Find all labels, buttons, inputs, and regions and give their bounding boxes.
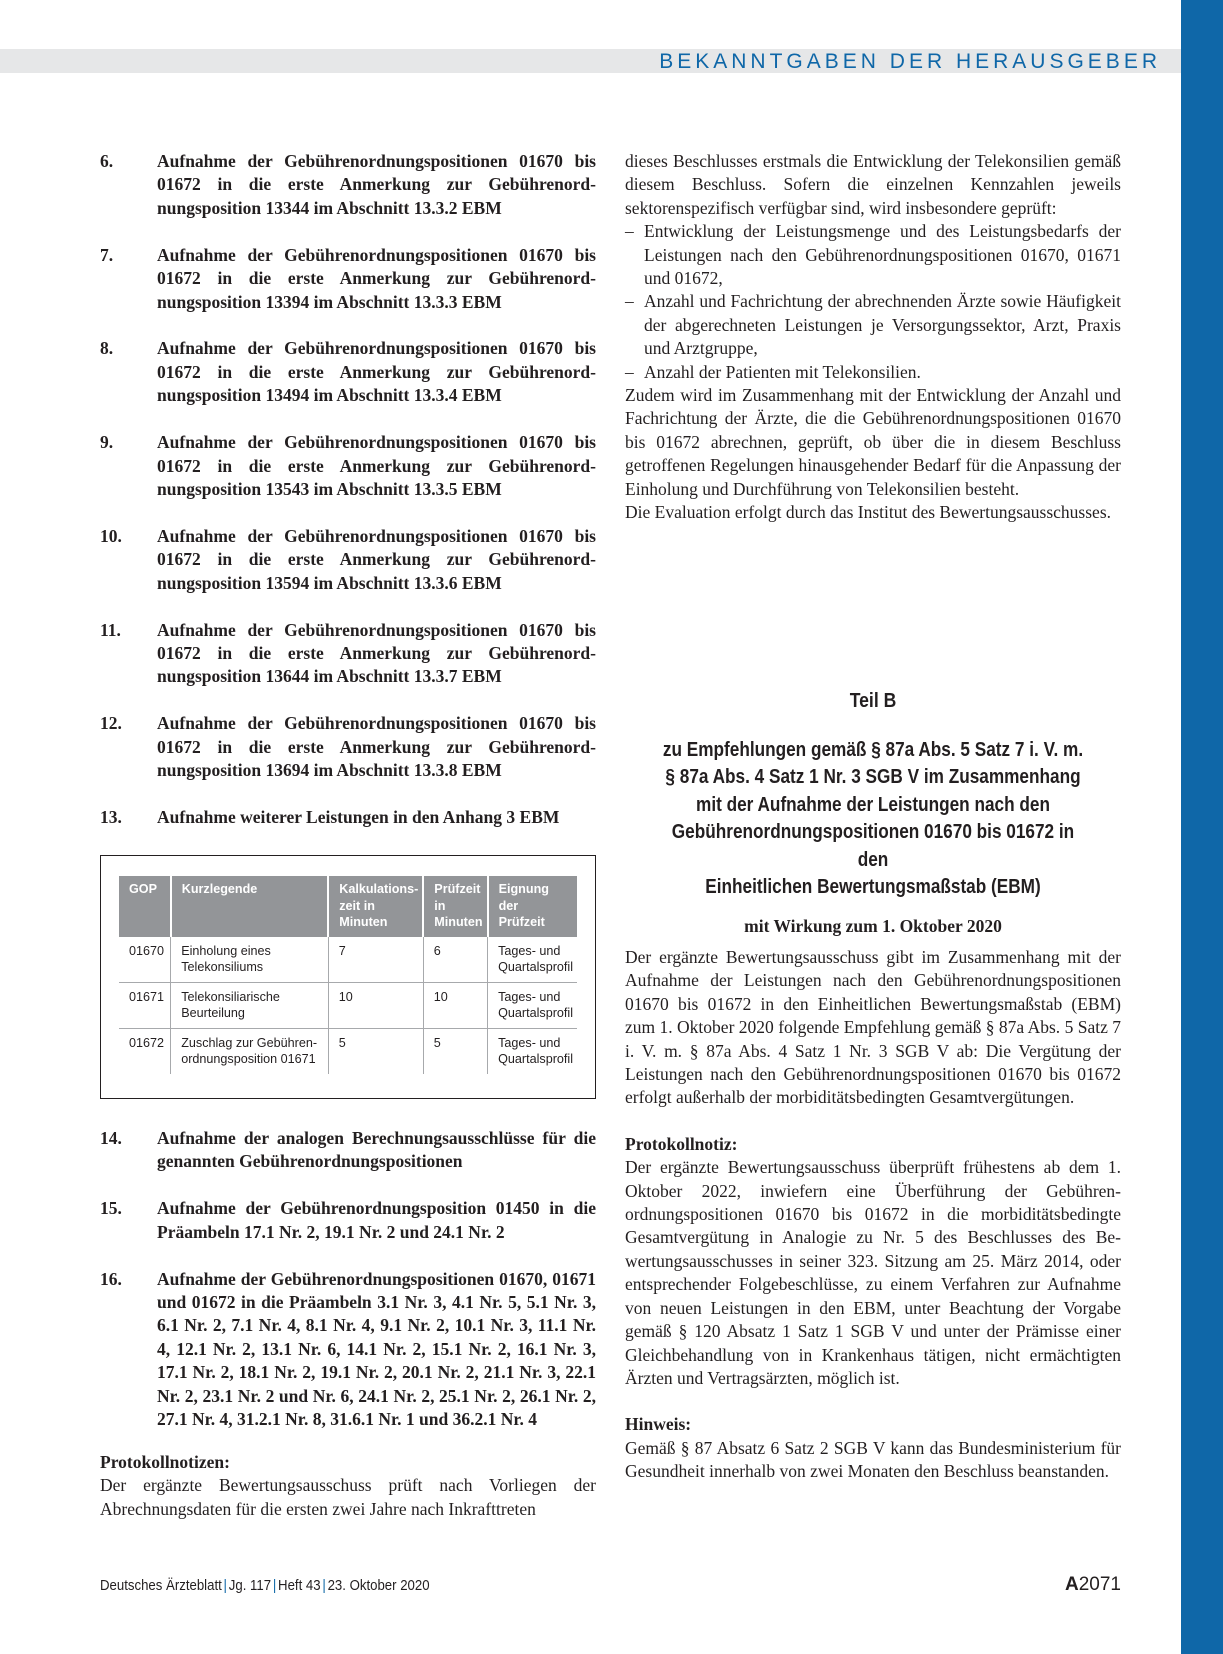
bullet-text: Anzahl und Fachrichtung der abrechnenden Ärzte sowie Häufigkeit der abgerechneten Leistungen je Versorgungssektor, Arzt, Praxis und Arztgruppe, [644,291,1121,359]
table-cell: 10 [423,982,487,1028]
bullet-item [625,220,1121,290]
list-item-text: Aufnahme der analogen Berechnungsausschlüsse für die genannten Gebührenordnungspositionen [157,1127,596,1172]
numbered-list-bottom [100,1127,596,1431]
bullet-item [625,361,1121,384]
list-item-number: 12. [100,713,122,734]
list-item-text: Aufnahme der Gebührenordnungspositionen 01670 bis 01672 in die erste Anmerkung zur Gebührenordnungsposition 13394 im Abschnitt 13.3.3 EBM [157,244,596,312]
table-cell: Tages- und Quartalsprofil [488,1028,577,1074]
table-cell: 6 [423,937,487,983]
bullet-item [625,290,1121,360]
list-item-text: Aufnahme der Gebührenordnungspositionen 01670 bis 01672 in die erste Anmerkung zur Gebührenordnungsposition 13694 im Abschnitt 13.3.8 EBM [157,713,596,781]
list-item [100,244,596,314]
dash-marker: – [625,361,634,382]
list-item-text: Aufnahme der Gebührenordnungspositionen 01670 bis 01672 in die erste Anmerkung zur Gebührenordnungsposition 13543 im Abschnitt 13.3.5 EBM [157,432,596,499]
protokollnotizen-heading: Protokollnotizen: [100,1451,230,1472]
list-item [100,525,596,595]
journal-name: Deutsches Ärzteblatt [100,1577,222,1594]
list-item [100,1268,596,1432]
table-header-cell: Prüfzeit in Minuten [423,876,487,937]
bullet-text: Entwicklung der Leistungsmenge und des Leistungsbedarfs der Leistungen nach den Gebührenordnungspositionen 01670, 01671 und 01672, [644,221,1121,289]
list-item-number: 16. [100,1268,122,1289]
list-item-number: 13. [100,807,122,828]
page-prefix: A [1064,1574,1079,1595]
list-item [100,337,596,407]
list-item-text: Aufnahme der Gebührenordnungspositionen 01670 bis 01672 in die erste Anmerkung zur Gebührenordnungsposition 13594 im Abschnitt 13.3.6 EBM [157,525,596,593]
dash-marker: – [625,291,634,312]
journal-citation [100,1577,430,1594]
list-item-text: Aufnahme der Gebührenordnungspositionen 01670 bis 01672 in die erste Anmerkung zur Gebührenordnungsposition 13644 im Abschnitt 13.3.7 EBM [157,619,596,687]
separator-bar: | [223,1577,227,1594]
teil-b-subtitle-line: mit der Aufnahme der Leistungen nach den [696,793,1050,816]
journal-date: 23. Oktober 2020 [327,1577,430,1594]
list-item-text: Aufnahme der Gebührenordnungspositionen 01670 bis 01672 in die erste Anmerkung zur Gebührenordnungsposition 13344 im Abschnitt 13.3.2 EBM [157,151,596,218]
table-cell: 01671 [119,982,171,1028]
table-cell: 5 [423,1028,487,1074]
table-cell: Telekonsiliarische Beurteilung [171,982,329,1028]
teil-b-subtitle [660,737,1087,901]
protokollnotizen-text: Der ergänzte Bewertungsausschuss prüft nach Vorliegen der Abrechnungsdaten für die ersten zwei Jahre nach Inkrafttreten [100,1475,596,1519]
journal-issue: Heft 43 [278,1577,321,1594]
table-cell: 01670 [119,937,171,983]
table-cell: 10 [328,982,423,1028]
list-item-number: 14. [100,1127,122,1148]
table-cell: Einholung eines Telekonsiliums [171,937,329,983]
page-footer [100,1574,1121,1598]
list-item [100,712,596,782]
list-item [100,806,596,829]
teil-b-subtitle-line: Einheitlichen Bewertungsmaßstab (EBM) [705,876,1041,899]
table-cell: 7 [328,937,423,983]
table-row [119,982,577,1028]
table-cell: 5 [328,1028,423,1074]
table-body [119,937,577,1074]
hinweis-heading: Hinweis: [625,1414,692,1435]
accent-sidebar [1181,0,1223,1654]
protokollnotiz-heading: Protokollnotiz: [625,1133,738,1154]
list-item-text: Aufnahme der Gebührenordnungsposition 01450 in die Präambeln 17.1 Nr. 2, 19.1 Nr. 2 und 24.1 Nr. 2 [157,1198,596,1242]
gop-table [119,876,577,1074]
separator-bar: | [272,1577,277,1594]
table-header-row [119,876,577,937]
table-cell: 01672 [129,1035,165,1050]
section-heading: BEKANNTGABEN DER HERAUSGEBER [659,50,1161,73]
recommendation-paragraph: Der ergänzte Bewertungsausschuss gibt im Zusammenhang mit der Aufnahme der Leistungen nach den Gebührenordnungspositionen 01670 bis 01672 in den Einheitlichen Bewertungsmaßstab (EBM) zum 1. Oktober 2020 folgende Empfehlung gemäß § 87a Abs. 5 Satz 7 i. V. m. § 87a Abs. 4 Satz 1 Nr. 3 SGB V ab: Die Vergütung der Leistungen nach den Gebührenordnungspositionen 01670 bis 01672 erfolgt außerhalb der morbiditätsbedingten Gesamtvergütungen. [625,947,1121,1108]
list-item [100,150,596,220]
table-header-cell: Kalkulations- zeit in Minuten [328,876,423,937]
dash-marker: – [625,221,634,242]
table-header-cell: Kurzlegende [171,876,329,937]
evaluation-criteria-list [625,220,1121,384]
paragraph-zudem: Zudem wird im Zusammenhang mit der Entwicklung der Anzahl und Fachrichtung der Ärzte, die die Gebührenordnungspositionen 01670 bis 01672 abrechnen, geprüft, ob über die in diesem Beschluss getroffenen Regelungen hinausgehender Bedarf für die Anpassung der Einholung und Durchführung von Telekonsilien besteht. [625,385,1121,499]
list-item-number: 6. [100,151,114,171]
journal-volume: Jg. 117 [228,1577,272,1594]
hinweis-text: Gemäß § 87 Absatz 6 Satz 2 SGB V kann das Bundesministerium für Gesundheit innerhalb von zwei Monaten den Beschluss beanstanden. [625,1437,1121,1482]
list-item-number: 15. [100,1198,122,1219]
right-column-upper [625,150,1121,525]
evaluation-intro: dieses Beschlusses erstmals die Entwicklung der Telekonsilien gemäß diesem Beschluss. Sofern die einzelnen Kennzahlen jeweils sektorenspezifisch verfügbar sind, wird insbesondere geprüft: [625,151,1121,218]
list-item [100,1197,596,1244]
teil-b-title: Teil B [849,690,897,712]
list-item [100,431,596,501]
list-item-text: Aufnahme der Gebührenordnungspositionen 01670 bis 01672 in die erste Anmerkung zur Gebührenordnungsposition 13494 im Abschnitt 13.3.4 EBM [157,338,596,406]
left-column [100,150,596,1521]
separator-bar: | [322,1577,326,1594]
list-item-number: 7. [100,244,114,265]
teil-b-subtitle-line: zu Empfehlungen gemäß § 87a Abs. 5 Satz 7 i. V. m. [662,739,1084,761]
teil-b-heading-block [625,688,1121,939]
table-row [119,1028,577,1074]
table-cell: Zuschlag zur Gebühren- ordnungsposition 01671 [171,1028,329,1074]
table-cell: Tages- und Quartalsprofil [488,982,577,1028]
list-item-text: Aufnahme der Gebührenordnungspositionen 01670, 01671 und 01672 in die Präambeln 3.1 Nr. 3, 4.1 Nr. 5, 5.1 Nr. 3, 6.1 Nr. 2, 7.1 Nr. 4, 8.1 Nr. 4, 9.1 Nr. 2, 10.1 Nr. 3, 11.1 Nr. 4, 12.1 Nr. 2, 13.1 Nr. 6, 14.1 Nr. 2, 15.1 Nr. 2, 16.1 Nr. 3, 17.1 Nr. 2, 18.1 Nr. 2, 19.1 Nr. 2, 20.1 Nr. 2, 21.1 Nr. 3, 22.1 Nr. 2, 23.1 Nr. 2 und Nr. 6, 24.1 Nr. 2, 25.1 Nr. 2, 26.1 Nr. 2, 27.1 Nr. 4, 31.2.1 Nr. 8, 31.6.1 Nr. 1 und 36.2.1 Nr. 4 [157,1268,596,1429]
teil-b-effective-date: mit Wirkung zum 1. Oktober 2020 [744,916,1002,937]
table-row [119,937,577,983]
protokollnotiz-text: Der ergänzte Bewertungsausschuss überprüft frühestens ab dem 1. Oktober 2022, inwiefern eine Überführung der Gebührenordnungspositionen 01670 bis 01672 in die morbiditätsbedingte Gesamtvergütung in Analogie zu Nr. 5 des Beschlusses des Bewertungsausschusses in seiner 323. Sitzung am 25. März 2014, oder entsprechender Folgebeschlüsse, zu einem Verfahren zur Aufnahme von neuen Leistungen in den EBM, unter Beachtung der Vorgabe gemäß § 120 Absatz 1 Satz 1 SGB V und unter der Prämisse einer Gleichbehandlung von in Krankenhaus tätigen, nicht ermächtigten Ärzten und Vertragsärzten, möglich ist. [625,1157,1121,1388]
list-item-number: 11. [100,619,121,640]
list-item-number: 8. [100,338,114,359]
page-number-value: 2071 [1078,1574,1121,1595]
list-item [100,1127,596,1174]
paragraph-evaluation: Die Evaluation erfolgt durch das Institut des Bewertungsausschusses. [625,502,1112,523]
table-header-cell: Eignung der Prüfzeit [488,876,577,937]
bullet-text: Anzahl der Patienten mit Telekonsilien. [644,361,921,382]
list-item-text: Aufnahme weiterer Leistungen in den Anhang 3 EBM [157,807,560,828]
list-item-number: 9. [100,432,114,453]
list-item [100,619,596,689]
teil-b-subtitle-line: § 87a Abs. 4 Satz 1 Nr. 3 SGB V im Zusammenhang [665,766,1081,789]
list-item-number: 10. [100,525,122,546]
right-column-lower [625,946,1121,1484]
page-number [1065,1574,1121,1596]
gop-table-frame [100,855,596,1099]
table-cell: Tages- und Quartalsprofil [488,937,577,983]
teil-b-subtitle-line: Gebührenordnungspositionen 01670 bis 01672 in den [671,821,1075,871]
numbered-list-top [100,150,596,829]
table-header-cell: GOP [119,876,171,937]
